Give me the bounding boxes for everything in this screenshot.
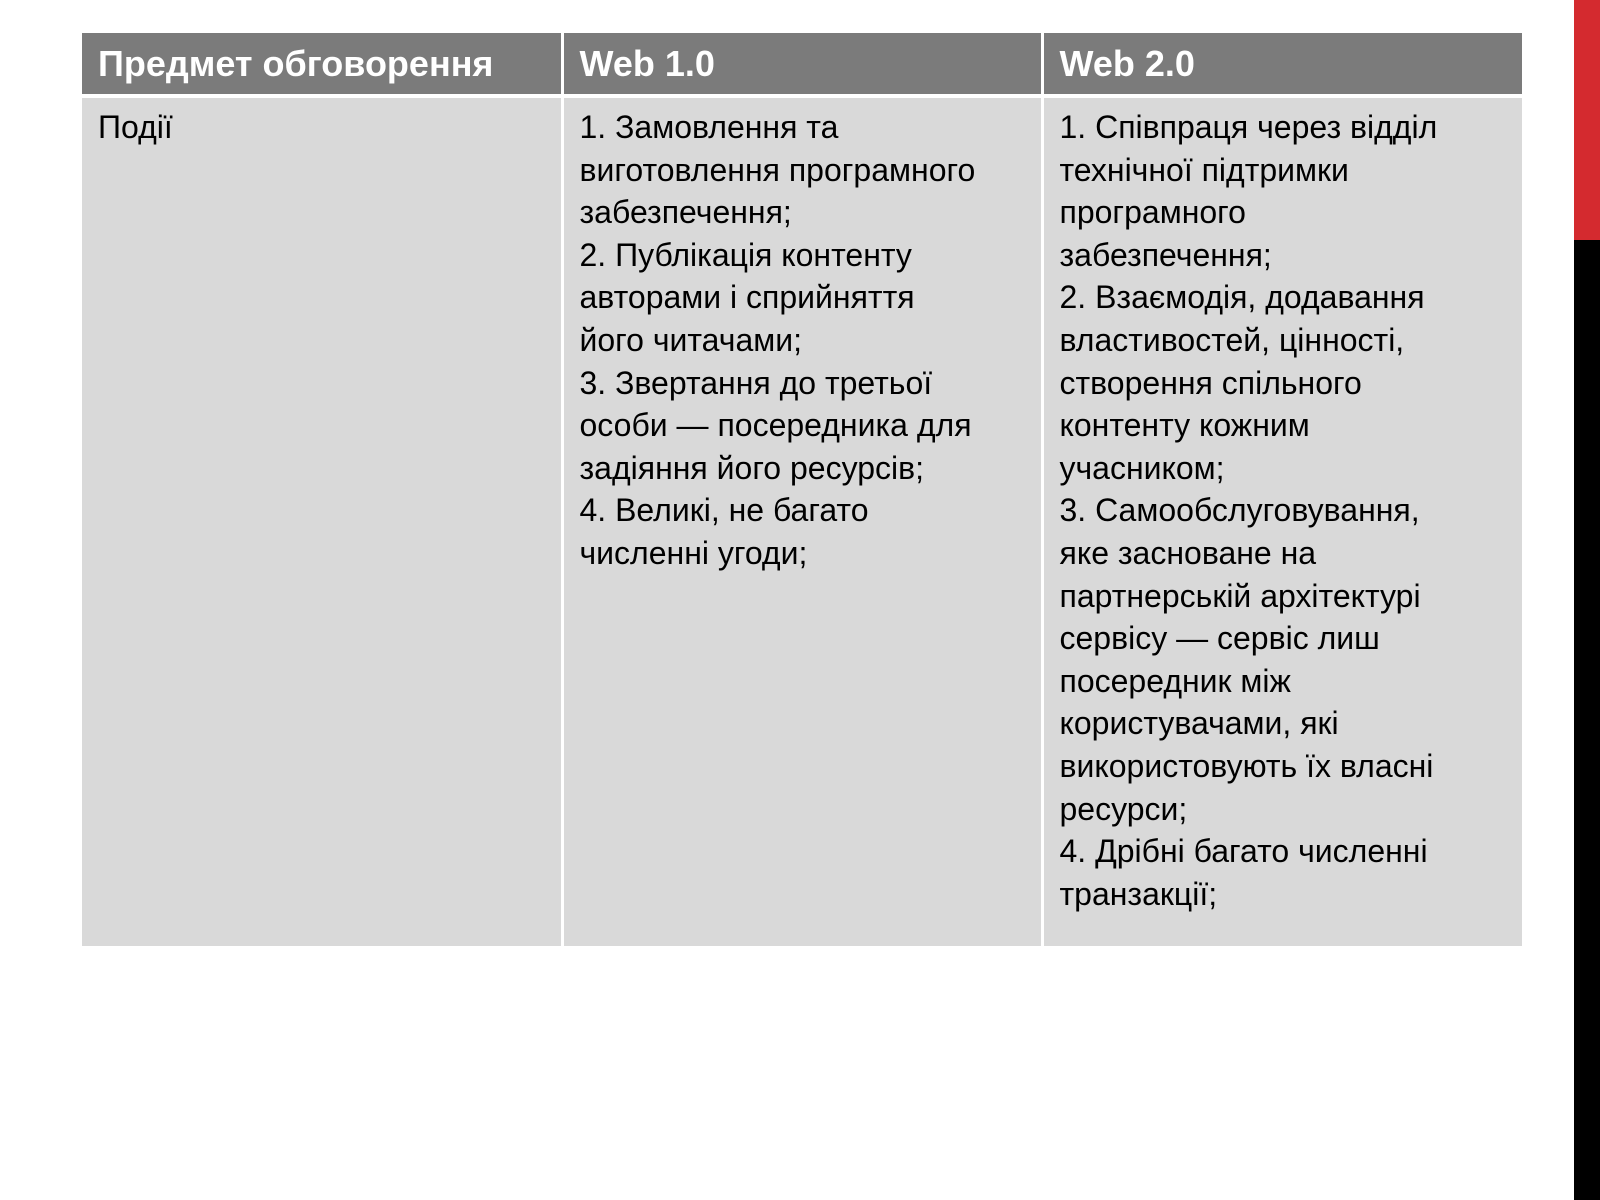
cell-line: користувачами, які <box>1059 705 1339 742</box>
cell-line: задіяння його ресурсів; <box>579 449 924 486</box>
cell-line: особи — посередника для <box>579 407 972 444</box>
table-row <box>82 96 1522 946</box>
cell-line: 1. Співпраця через відділ <box>1059 109 1438 145</box>
cell-line: забезпечення; <box>579 194 792 231</box>
cell-line: контенту кожним <box>1059 407 1310 444</box>
header-web1: Web 1.0 <box>562 33 1042 96</box>
cell-line: 1. Замовлення та <box>579 109 839 145</box>
cell-line: учасником; <box>1059 449 1225 486</box>
cell-line: численні угоди; <box>579 534 808 571</box>
cell-line: авторами і сприйняття <box>579 279 915 316</box>
cell-web2 <box>1042 96 1522 946</box>
cell-line: 3. Звертання до третьої <box>579 364 933 401</box>
cell-line: створення спільного <box>1059 364 1362 401</box>
cell-line: 3. Самообслуговування, <box>1059 492 1420 529</box>
cell-line: 4. Дрібні багато численні <box>1059 833 1428 870</box>
cell-subject <box>82 96 562 946</box>
cell-line: 2. Взаємодія, додавання <box>1059 279 1425 316</box>
cell-line: партнерській архітектурі <box>1059 577 1421 614</box>
cell-line: забезпечення; <box>1059 236 1272 273</box>
cell-web1 <box>562 96 1042 946</box>
accent-bar-black <box>1574 240 1600 1200</box>
cell-line: технічної підтримки <box>1059 151 1349 188</box>
cell-line: виготовлення програмного <box>579 151 976 188</box>
header-web2: Web 2.0 <box>1042 33 1522 96</box>
cell-line: 4. Великі, не багато <box>579 492 869 529</box>
table-header-row <box>82 33 1522 96</box>
cell-line: його читачами; <box>579 321 802 358</box>
cell-line: яке засноване на <box>1059 534 1317 571</box>
cell-line: використовують їх власні <box>1059 747 1434 784</box>
accent-bar-red <box>1574 0 1600 240</box>
cell-line: посередник між <box>1059 662 1291 699</box>
cell-line: сервісу — сервіс лиш <box>1059 620 1380 657</box>
cell-line: ресурси; <box>1059 790 1188 827</box>
cell-line: 2. Публікація контенту <box>579 236 912 273</box>
cell-text: Події <box>98 109 173 145</box>
cell-line: властивостей, цінності, <box>1059 321 1405 358</box>
cell-line: програмного <box>1059 194 1246 231</box>
cell-line: транзакції; <box>1059 875 1218 912</box>
header-subject: Предмет обговорення <box>82 33 562 96</box>
comparison-table <box>82 33 1522 946</box>
